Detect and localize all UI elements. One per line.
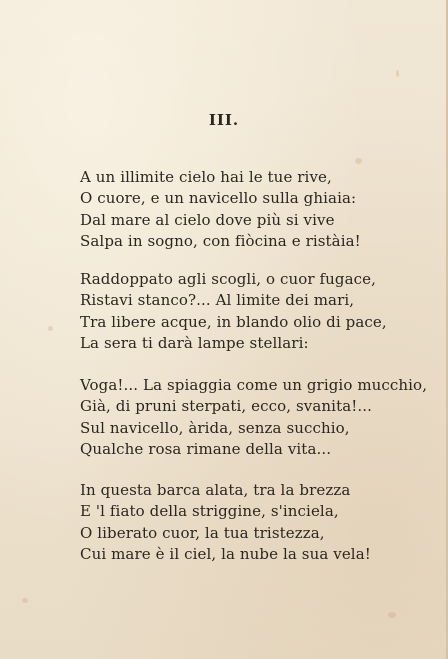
poem-line: Salpa in sogno, con fiòcina e ristàia! — [80, 231, 361, 250]
poem-line: Dal mare al cielo dove più si vive — [80, 210, 335, 229]
poem-line: O cuore, e un navicello sulla ghiaia: — [80, 189, 357, 208]
poem-line: A un illimite cielo hai le tue rive, — [80, 168, 332, 186]
poem-line: Già, di pruni sterpati, ecco, svanita!... — [80, 397, 372, 416]
poem-line: Raddoppato agli scogli, o cuor fugace, — [80, 270, 376, 288]
poem-stanza-4 — [80, 480, 430, 565]
paper-stain — [48, 326, 53, 331]
paper-stain — [355, 158, 362, 164]
poem-stanza-2 — [80, 269, 430, 354]
poem-line: Qualche rosa rimane della vita... — [80, 439, 332, 458]
poem-line: Sul navicello, àrida, senza succhio, — [80, 418, 350, 437]
poem-line: E 'l fiato della striggine, s'inciela, — [80, 502, 339, 521]
paper-stain — [396, 70, 399, 77]
paper-stain — [388, 612, 396, 618]
poem-section-number: III. — [208, 111, 240, 129]
poem-line: Voga!... La spiaggia come un grigio mucchio, — [80, 376, 428, 394]
poem-line: La sera ti darà lampe stellari: — [80, 333, 309, 352]
poem-line: Tra libere acque, in blando olio di pace, — [80, 312, 387, 331]
poem-line: In questa barca alata, tra la brezza — [80, 481, 351, 499]
poem-line: Ristavi stanco?... Al limite dei mari, — [80, 291, 355, 310]
poem-line: O liberato cuor, la tua tristezza, — [80, 523, 325, 542]
poem-line: Cui mare è il ciel, la nube la sua vela! — [80, 544, 371, 563]
poem-stanza-1 — [80, 167, 430, 252]
paper-stain — [22, 598, 28, 603]
poem-stanza-3 — [80, 375, 430, 460]
